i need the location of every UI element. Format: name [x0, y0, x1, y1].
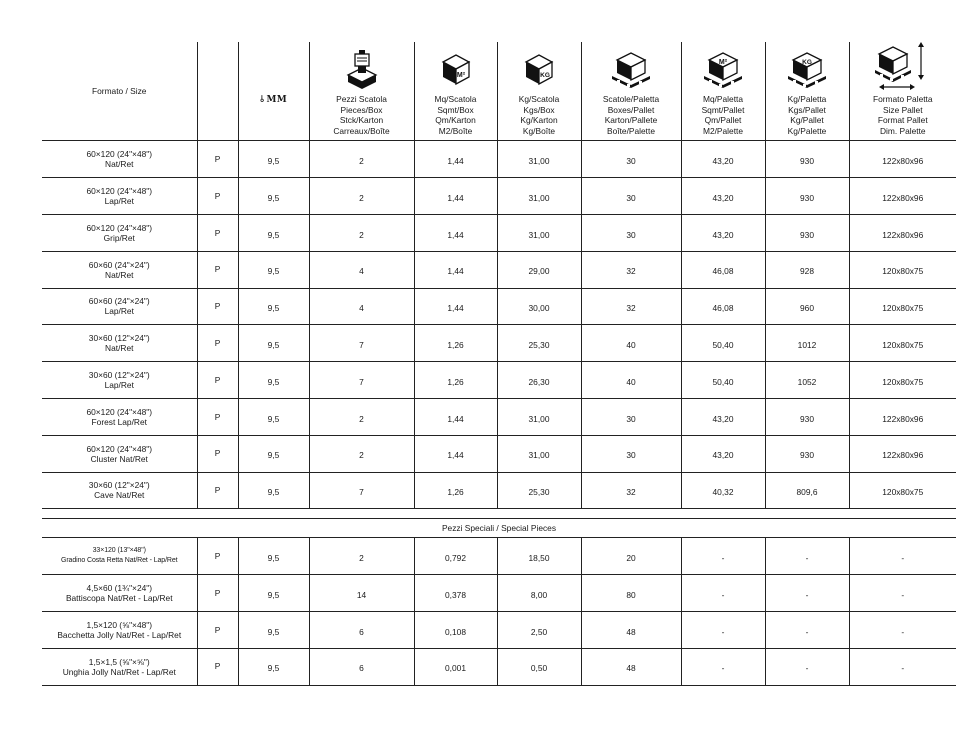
cell-mm: 9,5	[238, 288, 309, 325]
cell-pallet: 120x80x75	[849, 251, 956, 288]
header-format: Formato / Size	[42, 42, 197, 141]
cell-sqm-pallet: 50,40	[681, 362, 765, 399]
special-row	[42, 611, 956, 648]
cell-pcs-box: 2	[309, 214, 414, 251]
cell-boxes-pallet: 20	[581, 538, 681, 575]
header-pieces-box: Pezzi Scatola Pieces/Box Stck/Karton Carreaux/Boîte	[309, 42, 414, 141]
cell-pcs-box: 4	[309, 251, 414, 288]
cell-kg-pallet: 809,6	[765, 472, 849, 509]
special-row	[42, 538, 956, 575]
cell-sqm-box: 1,44	[414, 178, 497, 215]
cell-kg-pallet: 1012	[765, 325, 849, 362]
finish-label: Forest Lap/Ret	[91, 416, 147, 427]
svg-text:M²: M²	[456, 72, 465, 79]
cell-p: P	[197, 648, 238, 685]
cell-pcs-box: 7	[309, 472, 414, 509]
cell-sqm-pallet: 46,08	[681, 251, 765, 288]
cell-pcs-box: 2	[309, 178, 414, 215]
cell-p: P	[197, 472, 238, 509]
cell-kg-pallet: 930	[765, 214, 849, 251]
cell-sqm-box: 1,26	[414, 325, 497, 362]
table-row	[42, 214, 956, 251]
cell-kg-pallet: -	[765, 648, 849, 685]
cell-boxes-pallet: 30	[581, 398, 681, 435]
cell-kg-box: 31,00	[497, 214, 581, 251]
table-row	[42, 251, 956, 288]
size-cell	[42, 141, 197, 178]
cell-mm: 9,5	[238, 325, 309, 362]
cell-pallet: 122x80x96	[849, 435, 956, 472]
cell-kg-box: 31,00	[497, 435, 581, 472]
cell-boxes-pallet: 30	[581, 214, 681, 251]
cell-sqm-pallet: -	[681, 611, 765, 648]
cell-kg-pallet: 930	[765, 435, 849, 472]
size-cell	[42, 251, 197, 288]
cell-kg-box: 8,00	[497, 575, 581, 612]
cell-kg-pallet: 960	[765, 288, 849, 325]
table-row	[42, 398, 956, 435]
special-pieces-heading: Pezzi Speciali / Special Pieces	[42, 519, 956, 538]
cell-pallet: 122x80x96	[849, 141, 956, 178]
cell-boxes-pallet: 40	[581, 325, 681, 362]
cell-kg-pallet: 930	[765, 141, 849, 178]
cell-p: P	[197, 141, 238, 178]
cell-sqm-pallet: -	[681, 538, 765, 575]
finish-label: Unghia Jolly Nat/Ret - Lap/Ret	[62, 666, 176, 677]
cell-mm: 9,5	[238, 435, 309, 472]
cell-p: P	[197, 611, 238, 648]
size-cell	[42, 398, 197, 435]
cell-sqm-box: 1,44	[414, 214, 497, 251]
specs-table	[42, 42, 956, 686]
cell-pallet: -	[849, 611, 956, 648]
header-p	[197, 42, 238, 141]
special-row	[42, 648, 956, 685]
cell-kg-box: 31,00	[497, 398, 581, 435]
cell-kg-box: 25,30	[497, 325, 581, 362]
table-row	[42, 178, 956, 215]
cell-p: P	[197, 538, 238, 575]
finish-label: Lap/Ret	[104, 306, 134, 317]
size-cell	[42, 214, 197, 251]
pallet-dimensions-icon	[873, 42, 933, 90]
cell-boxes-pallet: 30	[581, 435, 681, 472]
cell-sqm-box: 1,44	[414, 398, 497, 435]
header-kg-pallet: KG Kg/Paletta Kgs/Pallet Kg/Pallet Kg/Palette	[765, 42, 849, 141]
special-row	[42, 575, 956, 612]
cell-kg-box: 25,30	[497, 472, 581, 509]
table-row	[42, 141, 956, 178]
cell-kg-pallet: -	[765, 575, 849, 612]
size-cell	[42, 611, 197, 648]
cell-pcs-box: 2	[309, 398, 414, 435]
cell-p: P	[197, 325, 238, 362]
header-pallet-size: Formato Paletta Size Pallet Format Pallet Dim. Palette	[849, 42, 956, 141]
table-row	[42, 325, 956, 362]
cell-pcs-box: 6	[309, 648, 414, 685]
table-row	[42, 288, 956, 325]
size-label: 60×120 (24"×48")	[86, 406, 153, 417]
cell-pallet: 120x80x75	[849, 325, 956, 362]
cell-pallet: 122x80x96	[849, 398, 956, 435]
table-row	[42, 472, 956, 509]
finish-label: Nat/Ret	[105, 269, 134, 280]
cell-kg-pallet: 1052	[765, 362, 849, 399]
cell-mm: 9,5	[238, 251, 309, 288]
box-with-tile-stack-icon	[345, 50, 379, 90]
cell-kg-box: 18,50	[497, 538, 581, 575]
cell-pcs-box: 2	[309, 141, 414, 178]
cell-sqm-pallet: 43,20	[681, 435, 765, 472]
cell-mm: 9,5	[238, 398, 309, 435]
cell-mm: 9,5	[238, 472, 309, 509]
cell-kg-box: 30,00	[497, 288, 581, 325]
finish-label: Lap/Ret	[104, 196, 134, 207]
pallet-m2-icon	[701, 50, 745, 90]
size-label: 60×120 (24"×48")	[86, 149, 153, 160]
cell-kg-box: 31,00	[497, 141, 581, 178]
cell-sqm-box: 0,378	[414, 575, 497, 612]
cell-mm: 9,5	[238, 141, 309, 178]
cell-pallet: 120x80x75	[849, 362, 956, 399]
size-label: 60×120 (24"×48")	[86, 443, 153, 454]
thickness-icon: ⫰	[259, 95, 265, 105]
cell-boxes-pallet: 80	[581, 575, 681, 612]
cell-mm: 9,5	[238, 575, 309, 612]
cell-boxes-pallet: 40	[581, 362, 681, 399]
size-cell	[42, 178, 197, 215]
finish-label: Cluster Nat/Ret	[90, 453, 148, 464]
size-label: 30×60 (12"×24")	[88, 480, 150, 491]
cell-kg-box: 29,00	[497, 251, 581, 288]
cell-pallet: 120x80x75	[849, 472, 956, 509]
cell-sqm-box: 1,26	[414, 362, 497, 399]
finish-label: Gradino Costa Retta Nat/Ret - Lap/Ret	[60, 557, 178, 565]
cell-pallet: 122x80x96	[849, 214, 956, 251]
header-kg-box: KG Kg/Scatola Kgs/Box Kg/Karton Kg/Boîte	[497, 42, 581, 141]
size-cell	[42, 362, 197, 399]
cell-pcs-box: 7	[309, 362, 414, 399]
cell-pcs-box: 14	[309, 575, 414, 612]
cell-kg-box: 0,50	[497, 648, 581, 685]
cell-pallet: -	[849, 648, 956, 685]
cell-sqm-box: 1,44	[414, 435, 497, 472]
cell-kg-pallet: 930	[765, 178, 849, 215]
cell-pcs-box: 2	[309, 435, 414, 472]
cell-sqm-pallet: 43,20	[681, 178, 765, 215]
cell-sqm-box: 1,26	[414, 472, 497, 509]
cell-sqm-box: 0,792	[414, 538, 497, 575]
size-cell	[42, 435, 197, 472]
cell-pcs-box: 7	[309, 325, 414, 362]
cell-sqm-pallet: 43,20	[681, 398, 765, 435]
size-label: 1,5×120 (⅝"×48")	[86, 619, 153, 630]
finish-label: Nat/Ret	[105, 343, 134, 354]
cell-kg-pallet: 928	[765, 251, 849, 288]
table-row	[42, 362, 956, 399]
finish-label: Lap/Ret	[104, 380, 134, 391]
svg-text:M²: M²	[718, 59, 728, 66]
cell-sqm-pallet: -	[681, 575, 765, 612]
table-row	[42, 435, 956, 472]
cell-kg-pallet: -	[765, 538, 849, 575]
cell-mm: 9,5	[238, 214, 309, 251]
cell-kg-pallet: 930	[765, 398, 849, 435]
size-label: 4,5×60 (1¾"×24")	[86, 583, 153, 594]
cell-boxes-pallet: 48	[581, 648, 681, 685]
cell-pallet: -	[849, 575, 956, 612]
cell-kg-box: 31,00	[497, 178, 581, 215]
box-kg-icon	[522, 50, 556, 90]
cell-sqm-box: 1,44	[414, 251, 497, 288]
cell-mm: 9,5	[238, 648, 309, 685]
header-sqm-box: M² Mq/Scatola Sqmt/Box Qm/Karton M2/Boîte	[414, 42, 497, 141]
cell-p: P	[197, 178, 238, 215]
cell-p: P	[197, 214, 238, 251]
cell-p: P	[197, 398, 238, 435]
cell-sqm-box: 0,108	[414, 611, 497, 648]
cell-boxes-pallet: 32	[581, 251, 681, 288]
cell-pcs-box: 6	[309, 611, 414, 648]
cell-sqm-box: 1,44	[414, 141, 497, 178]
header-sqm-pallet: M² Mq/Paletta Sqmt/Pallet Qm/Pallet M2/Palette	[681, 42, 765, 141]
cell-p: P	[197, 288, 238, 325]
cell-sqm-box: 1,44	[414, 288, 497, 325]
cell-mm: 9,5	[238, 611, 309, 648]
cell-p: P	[197, 251, 238, 288]
cell-boxes-pallet: 30	[581, 141, 681, 178]
size-cell	[42, 648, 197, 685]
size-label: 60×60 (24"×24")	[88, 259, 150, 270]
finish-label: Cave Nat/Ret	[94, 490, 145, 501]
cell-kg-box: 2,50	[497, 611, 581, 648]
size-cell	[42, 472, 197, 509]
cell-sqm-pallet: 43,20	[681, 141, 765, 178]
cell-mm: 9,5	[238, 178, 309, 215]
cell-sqm-box: 0,001	[414, 648, 497, 685]
finish-label: Bacchetta Jolly Nat/Ret - Lap/Ret	[57, 629, 182, 640]
size-cell	[42, 575, 197, 612]
svg-text:KG: KG	[540, 72, 550, 79]
cell-boxes-pallet: 30	[581, 178, 681, 215]
cell-sqm-pallet: 43,20	[681, 214, 765, 251]
section-spacer	[42, 509, 956, 519]
finish-label: Grip/Ret	[103, 232, 135, 243]
cell-sqm-pallet: 40,32	[681, 472, 765, 509]
cell-pallet: 122x80x96	[849, 178, 956, 215]
cell-p: P	[197, 435, 238, 472]
cell-kg-box: 26,30	[497, 362, 581, 399]
table-body	[42, 141, 956, 685]
cell-p: P	[197, 575, 238, 612]
box-on-pallet-icon	[609, 50, 653, 90]
size-cell	[42, 325, 197, 362]
box-m2-icon	[439, 50, 473, 90]
cell-boxes-pallet: 32	[581, 288, 681, 325]
header-row	[42, 42, 956, 141]
size-label: 60×120 (24"×48")	[86, 222, 153, 233]
size-label: 30×60 (12"×24")	[88, 370, 150, 381]
cell-pcs-box: 2	[309, 538, 414, 575]
cell-pallet: -	[849, 538, 956, 575]
cell-boxes-pallet: 48	[581, 611, 681, 648]
size-label: 30×60 (12"×24")	[88, 333, 150, 344]
cell-sqm-pallet: 46,08	[681, 288, 765, 325]
cell-p: P	[197, 362, 238, 399]
cell-pcs-box: 4	[309, 288, 414, 325]
size-cell	[42, 538, 197, 575]
header-boxes-pallet: Scatole/Paletta Boxes/Pallet Karton/Pallete Boîte/Palette	[581, 42, 681, 141]
size-label: 60×60 (24"×24")	[88, 296, 150, 307]
cell-boxes-pallet: 32	[581, 472, 681, 509]
cell-sqm-pallet: 50,40	[681, 325, 765, 362]
size-cell	[42, 288, 197, 325]
special-pieces-heading-row	[42, 519, 956, 538]
size-label: 60×120 (24"×48")	[86, 186, 153, 197]
cell-mm: 9,5	[238, 362, 309, 399]
finish-label: Nat/Ret	[105, 159, 134, 170]
cell-sqm-pallet: -	[681, 648, 765, 685]
svg-text:KG: KG	[802, 59, 812, 66]
size-label: 1,5×1,5 (⅝"×⅝")	[88, 656, 150, 667]
cell-kg-pallet: -	[765, 611, 849, 648]
cell-mm: 9,5	[238, 538, 309, 575]
finish-label: Battiscopa Nat/Ret - Lap/Ret	[65, 593, 173, 604]
pallet-kg-icon	[785, 50, 829, 90]
header-thickness: ⫰ MM	[238, 42, 309, 141]
size-label: 33×120 (13"×48")	[92, 547, 146, 555]
cell-pallet: 120x80x75	[849, 288, 956, 325]
